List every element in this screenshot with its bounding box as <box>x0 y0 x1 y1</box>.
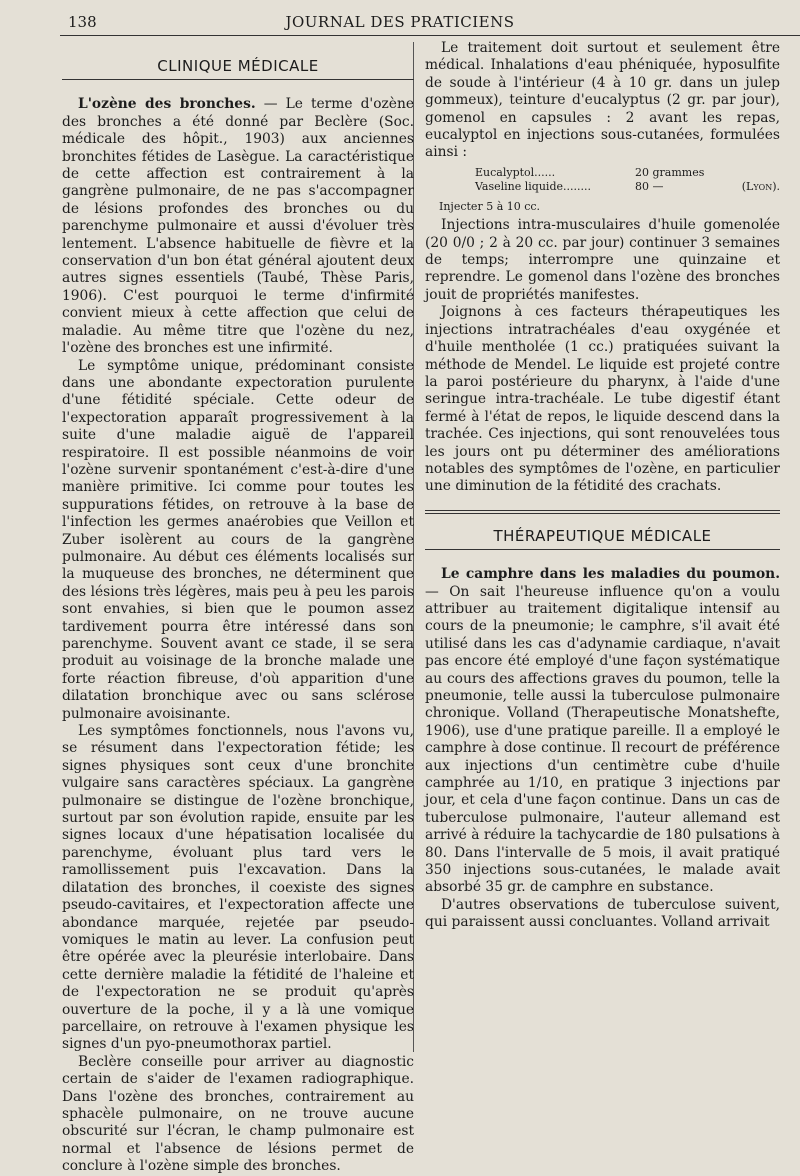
formula-row: Eucalyptol...... 20 grammes <box>475 165 705 179</box>
header-rule <box>60 35 800 36</box>
clinique-paragraph: L'ozène des bronches. — Le terme d'ozène des bronches a été donné par Beclère (Soc. médicale des hôpit., 1903) aux anciennes bronchites fétides de Lasègue. La caractéristique de cette affection est contrairement à la gangrène pulmonaire, de ne pas s'accompagner de lésions profondes des bronches ou du parenchyme pulmonaire et aussi d'évoluer très lentement. L'absence habituelle de fièvre et la conservation d'un bon état général ajoutent deux autres signes essentiels (Taubé, Thèse Paris, 1906). C'est pourquoi le terme d'infirmité convient mieux à cette affection que celui de maladie. Au même titre que l'ozène du nez, l'ozène des bronches est une infirmité. <box>62 96 414 357</box>
section-rule <box>62 79 414 80</box>
journal-title: JOURNAL DES PRATICIENS <box>285 13 515 31</box>
therapeutique-paragraph: D'autres observations de tuberculose suivent, qui paraissent aussi concluantes. Volland arrivait <box>425 896 780 931</box>
clinique-paragraph: Beclère conseille pour arriver au diagnostic certain de s'aider de l'examen radiographique. Dans l'ozène des bronches, contrairement au sphacèle pulmonaire, on ne trouve aucune obscurité sur l'écran, le champ pulmonaire est normal et l'absence de lésions permet de conclure à l'ozène simple des bronches. <box>62 1053 414 1175</box>
section-rule <box>425 549 780 550</box>
clinique-paragraph: Joignons à ces facteurs thérapeutiques les injections intratrachéales d'eau oxygénée et d'huile mentholée (1 cc.) pratiquées suivant la méthode de Mendel. Le liquide est projeté contre la paroi postérieure du pharynx, à l'aide d'une seringue intra-trachéale. Le tube digestif étant fermé à l'état de repos, le liquide descend dans la trachée. Ces injections, qui sont renouvelées tous les jours ont pu déterminer des améliorations notables des symptômes de l'ozène, en particulier une diminution de la fétidité des crachats. <box>425 304 780 495</box>
clinique-paragraph: Injections intra-musculaires d'huile gomenolée (20 0/0 ; 2 à 20 cc. par jour) continuer 3 semaines de temps; interrompre une quinzaine et reprendre. Le gomenol dans l'ozène des bronches jouit de propriétés manifestes. <box>425 217 780 303</box>
clinique-paragraph: Les symptômes fonctionnels, nous l'avons vu, se résument dans l'expectoration fétide; les signes physiques sont ceux d'une bronchite vulgaire sans caractères spéciaux. La gangrène pulmonaire se distingue de l'ozène bronchique, surtout par son évolution rapide, ensuite par les signes locaux d'une hépatisation localisée du parenchyme, évoluant plus tard vers le ramollissement puis l'excavation. Dans la dilatation des bronches, il coexiste des signes pseudo-cavitaires, et l'expectoration affecte une abondance marquée, rejetée par pseudo-vomiques le matin au lever. La confusion peut être opérée avec la pleurésie interlobaire. Dans cette dernière maladie la fétidité de l'haleine et de l'expectoration ne se produit qu'après ouverture de la poche, il y a là une vomique parcellaire, on retrouve à l'examen physique les signes d'un pyo-pneumothorax partiel. <box>62 723 414 1053</box>
right-column <box>425 40 780 932</box>
article-title-ozene: L'ozène des bronches. <box>78 96 256 113</box>
clinique-paragraph: Le symptôme unique, prédominant consiste dans une abondante expectoration purulente d'une fétidité spéciale. Cette odeur de l'expectoration apparaît progressivement à la suite d'une maladie aiguë de l'appareil respiratoire. Il est possible néanmoins de voir l'ozène survenir spontanément c'est-à-dire d'une manière primitive. Ici comme pour toutes les suppurations fétides, on retrouve à la base de l'infection les germes anaérobies que Veillon et Zuber isolèrent au cours de la gangrène pulmonaire. Au début ces éléments localisés sur la muqueuse des bronches, ne déterminent que des lésions très légères, mais peu à peu les parois sont envahies, si bien que le poumon assez tardivement pourra être intéressé dans son parenchyme. Souvent avant ce stade, il se sera produit au voisinage de la bronche malade une forte réaction fibreuse, d'où apparition d'une dilatation bronchique avec ou sans sclérose pulmonaire avoisinante. <box>62 357 414 722</box>
therapeutique-paragraph: Le camphre dans les maladies du poumon. — On sait l'heureuse influence qu'on a voulu attribuer au traitement digitalique intensif au cours de la pneumonie; le camphre, s'il avait été utilisé dans les cas d'adynamie cardiaque, n'avait pas encore été employé d'une façon systématique au cours des affections graves du poumon, telle la pneumonie, telle aussi la tuberculose pulmonaire chronique. Volland (Therapeutische Monatshefte, 1906), use d'une pratique pareille. Il a employé le camphre à dose continue. Il recourt de préférence aux injections d'un centimètre cube d'huile camphrée au 1/10, en pratique 3 injections par jour, et cela d'une façon continue. Dans un cas de tuberculose pulmonaire, l'auteur allemand est arrivé à réduire la tachycardie de 180 pulsations à 80. Dans l'intervalle de 5 mois, il avait pratiqué 350 injections sous-cutanées, le malade avait absorbé 35 gr. de camphre en substance. <box>425 566 780 896</box>
section-rule <box>425 510 780 511</box>
injection-note: Injecter 5 à 10 cc. <box>439 199 541 213</box>
section-title-therapeutique: THÉRAPEUTIQUE MÉDICALE <box>425 514 780 556</box>
clinique-paragraph: Le traitement doit surtout et seulement être médical. Inhalations d'eau phéniquée, hyposulfite de soude à l'intérieur (4 à 10 gr. dans un julep gommeux), teinture d'eucalyptus (2 gr. par jour), gomenol en capsules : 2 avant les repas, eucalyptol en injections sous-cutanées, formulées ainsi : <box>425 40 780 161</box>
page-header <box>0 0 800 40</box>
therapeutique-section <box>425 510 780 932</box>
section-title-clinique: CLINIQUE MÉDICALE <box>62 44 414 86</box>
formula-block <box>425 166 780 194</box>
formula-row: Vaseline liquide........ 80 — (Lyon). <box>475 179 780 193</box>
article-title-camphre: Le camphre dans les maladies du poumon. <box>441 566 780 583</box>
page-number: 138 <box>68 13 97 31</box>
left-column <box>62 44 414 1176</box>
